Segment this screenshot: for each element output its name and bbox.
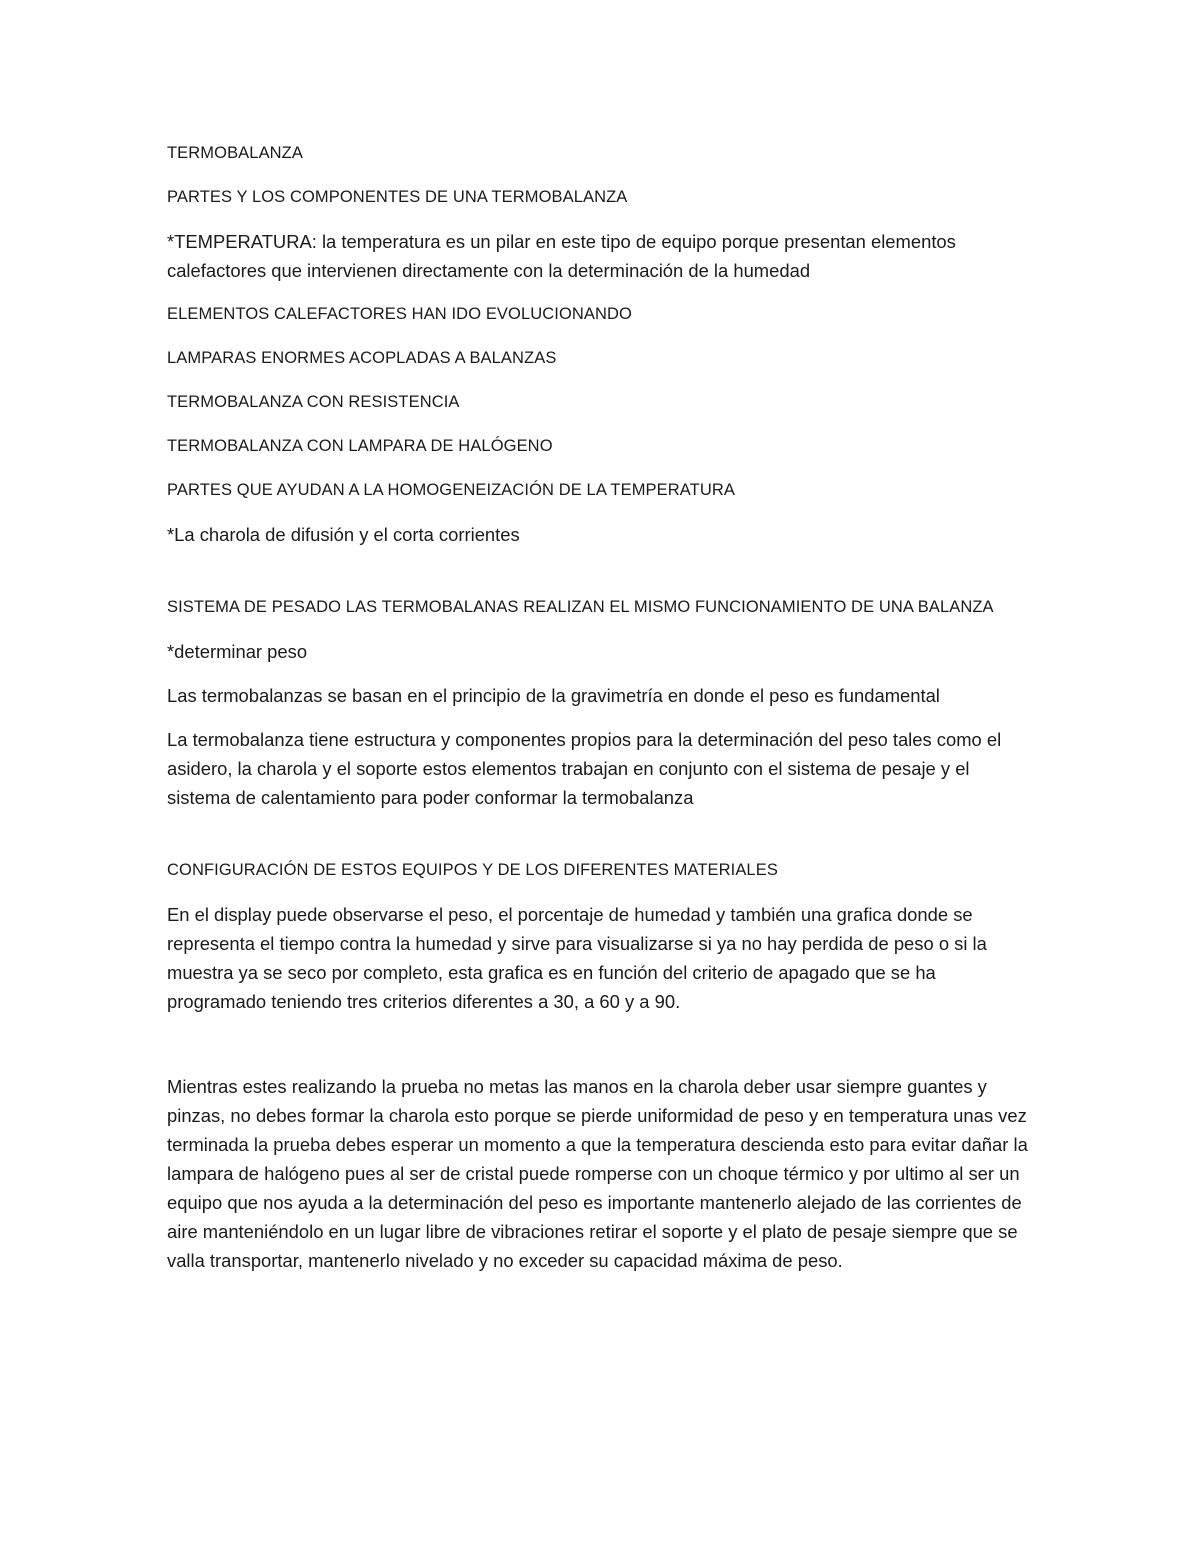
paragraph-display: En el display puede observarse el peso, el porcentaje de humedad y también una grafica donde se representa el tiempo contra la humedad y sirve para visualizarse si ya no hay perdida de peso o si la muestra ya se seco por completo, esta grafica es en función del criterio de apagado que se ha programado teniendo tres criterios diferentes a 30, a 60 y a 90. (167, 904, 987, 1012)
heading-sistema-pesado: SISTEMA DE PESADO LAS TERMOBALANAS REALIZAN EL MISMO FUNCIONAMIENTO DE UNA BALANZA (167, 598, 994, 616)
document-title: TERMOBALANZA (167, 144, 303, 162)
heading-termobalanza-resistencia: TERMOBALANZA CON RESISTENCIA (167, 393, 460, 411)
heading-configuracion: CONFIGURACIÓN DE ESTOS EQUIPOS Y DE LOS DIFERENTES MATERIALES (167, 861, 778, 879)
paragraph-determinar-peso: *determinar peso (167, 641, 308, 662)
heading-lamparas-enormes: LAMPARAS ENORMES ACOPLADAS A BALANZAS (167, 349, 557, 367)
document-body (167, 139, 1037, 1290)
heading-elementos-calefactores: ELEMENTOS CALEFACTORES HAN IDO EVOLUCIONANDO (167, 305, 632, 323)
paragraph-gravimetria: Las termobalanzas se basan en el principio de la gravimetría en donde el peso es fundamental (167, 685, 940, 706)
paragraph-precauciones: Mientras estes realizando la prueba no metas las manos en la charola deber usar siempre guantes y pinzas, no debes formar la charola esto porque se pierde uniformidad de peso y en temperatura unas vez terminada la prueba debes esperar un momento a que la temperatura descienda esto para evitar dañar la lampara de halógeno pues al ser de cristal puede romperse con un choque térmico y por ultimo al ser un equipo que nos ayuda a la determinación del peso es importante mantenerlo alejado de las corrientes de aire manteniéndolo en un lugar libre de vibraciones retirar el soporte y el plato de pesaje siempre que se valla transportar, mantenerlo nivelado y no exceder su capacidad máxima de peso. (167, 1076, 1028, 1271)
heading-termobalanza-halogeno: TERMOBALANZA CON LAMPARA DE HALÓGENO (167, 437, 553, 455)
heading-partes-componentes: PARTES Y LOS COMPONENTES DE UNA TERMOBALANZA (167, 188, 628, 206)
paragraph-charola-difusion: *La charola de difusión y el corta corrientes (167, 524, 520, 545)
paragraph-temperatura: *TEMPERATURA: la temperatura es un pilar en este tipo de equipo porque presentan elementos calefactores que intervienen directamente con la determinación de la humedad (167, 231, 956, 281)
paragraph-estructura-componentes: La termobalanza tiene estructura y componentes propios para la determinación del peso tales como el asidero, la charola y el soporte estos elementos trabajan en conjunto con el sistema de pesaje y el sistema de calentamiento para poder conformar la termobalanza (167, 729, 1002, 808)
heading-partes-homogeneizacion: PARTES QUE AYUDAN A LA HOMOGENEIZACIÓN DE LA TEMPERATURA (167, 481, 735, 499)
